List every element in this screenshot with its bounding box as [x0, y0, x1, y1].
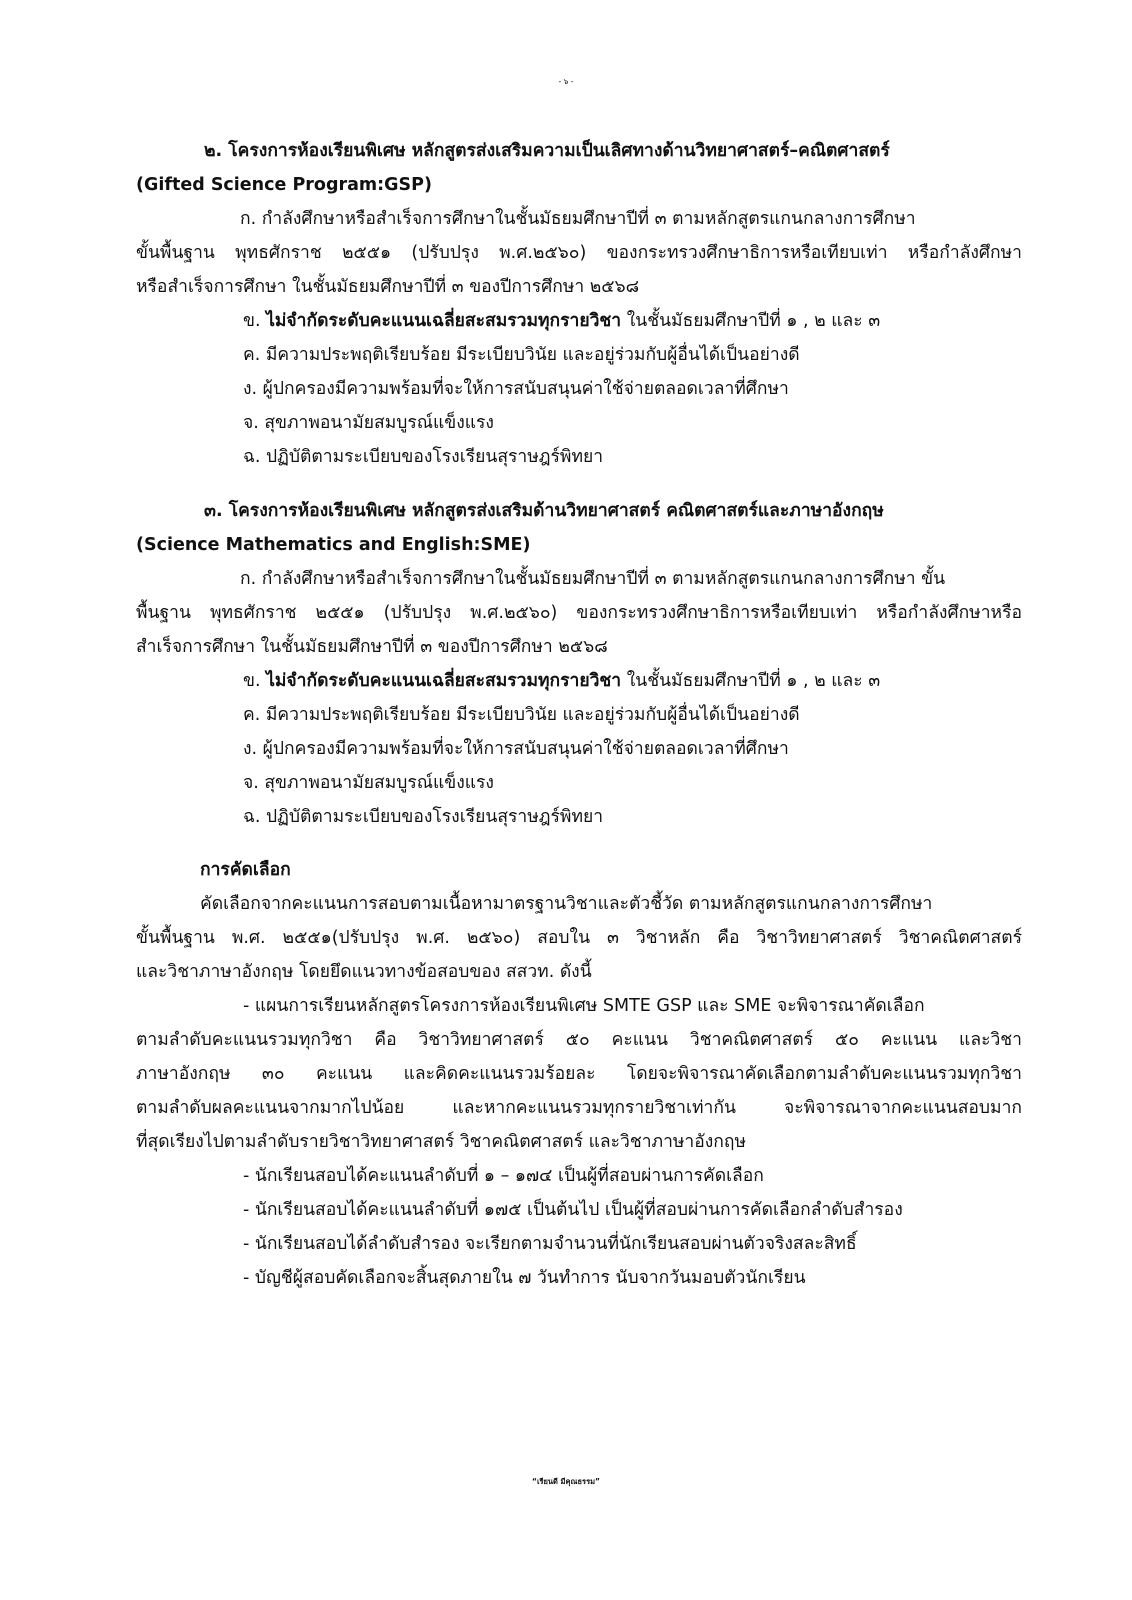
selection-plan-line3: ภาษาอังกฤษ ๓๐ คะแนน และคิดคะแนนรวมร้อยละ โดยจะพิจารณาคัดเลือกตามลำดับคะแนนรวมทุกวิชา	[136, 1064, 1022, 1084]
selection-bullet-2: - นักเรียนสอบได้คะแนนลำดับที่ ๑๗๕ เป็นต้นไป เป็นผู้ที่สอบผ่านการคัดเลือกลำดับสำรอง	[243, 1200, 903, 1220]
section3-item-e: จ. สุขภาพอนามัยสมบูรณ์แข็งแรง	[243, 773, 494, 793]
section3-heading: ๓. โครงการห้องเรียนพิเศษ หลักสูตรส่งเสริมด้านวิทยาศาสตร์ คณิตศาสตร์และภาษาอังกฤษ	[204, 501, 884, 521]
section3-item-b-prefix: ข.	[243, 671, 267, 691]
selection-plan-line5: ที่สุดเรียงไปตามลำดับรายวิชาวิทยาศาสตร์ วิชาคณิตศาสตร์ และวิชาภาษาอังกฤษ	[136, 1132, 747, 1152]
section2-item-f: ฉ. ปฏิบัติตามระเบียบของโรงเรียนสุราษฎร์พิทยา	[243, 447, 604, 467]
page-number: - ๖ -	[558, 77, 574, 86]
footer-motto: “เรียนดี มีคุณธรรม”	[532, 1477, 600, 1486]
section3-item-b-rest: ในชั้นมัธยมศึกษาปีที่ ๑ , ๒ และ ๓	[621, 671, 881, 691]
selection-heading: การคัดเลือก	[200, 860, 291, 880]
section3-item-a-line3: สำเร็จการศึกษา ในชั้นมัธยมศึกษาปีที่ ๓ ของปีการศึกษา ๒๕๖๘	[136, 637, 608, 657]
selection-intro-line1: คัดเลือกจากคะแนนการสอบตามเนื้อหามาตรฐานวิชาและตัวชี้วัด ตามหลักสูตรแกนกลางการศึกษา	[200, 894, 933, 914]
section3-item-c: ค. มีความประพฤติเรียบร้อย มีระเบียบวินัย และอยู่ร่วมกับผู้อื่นได้เป็นอย่างดี	[243, 705, 800, 725]
section3-item-d: ง. ผู้ปกครองมีความพร้อมที่จะให้การสนับสนุนค่าใช้จ่ายตลอดเวลาที่ศึกษา	[243, 739, 789, 759]
section2-subheading: (Gifted Science Program:GSP)	[136, 175, 432, 195]
section3-item-a-line1: ก. กำลังศึกษาหรือสำเร็จการศึกษาในชั้นมัธยมศึกษาปีที่ ๓ ตามหลักสูตรแกนกลางการศึกษา ขั้น	[240, 569, 946, 589]
section2-heading: ๒. โครงการห้องเรียนพิเศษ หลักสูตรส่งเสริมความเป็นเลิศทางด้านวิทยาศาสตร์–คณิตศาสตร์	[204, 141, 890, 161]
section2-item-b-bold: ไม่จำกัดระดับคะแนนเฉลี่ยสะสมรวมทุกรายวิชา	[266, 311, 622, 331]
selection-plan-line1: - แผนการเรียนหลักสูตรโครงการห้องเรียนพิเศษ SMTE GSP และ SME จะพิจารณาคัดเลือก	[243, 996, 925, 1016]
section2-item-a-line1: ก. กำลังศึกษาหรือสำเร็จการศึกษาในชั้นมัธยมศึกษาปีที่ ๓ ตามหลักสูตรแกนกลางการศึกษา	[240, 209, 916, 229]
section2-item-d: ง. ผู้ปกครองมีความพร้อมที่จะให้การสนับสนุนค่าใช้จ่ายตลอดเวลาที่ศึกษา	[243, 379, 789, 399]
section3-item-a-line2: พื้นฐาน พุทธศักราช ๒๕๕๑ (ปรับปรุง พ.ศ.๒๕๖๐) ของกระทรวงศึกษาธิการหรือเทียบเท่า หรือกำลังศึกษาหรือ	[136, 603, 1022, 623]
section3-item-f: ฉ. ปฏิบัติตามระเบียบของโรงเรียนสุราษฎร์พิทยา	[243, 807, 604, 827]
section2-item-b-prefix: ข.	[243, 311, 267, 331]
selection-plan-line2: ตามลำดับคะแนนรวมทุกวิชา คือ วิชาวิทยาศาสตร์ ๕๐ คะแนน วิชาคณิตศาสตร์ ๕๐ คะแนน และวิชา	[136, 1030, 1022, 1050]
selection-intro-line3: และวิชาภาษาอังกฤษ โดยยึดแนวทางข้อสอบของ สสวท. ดังนี้	[136, 962, 592, 982]
section3-item-b	[243, 673, 880, 691]
selection-bullet-3: - นักเรียนสอบได้ลำดับสำรอง จะเรียกตามจำนวนที่นักเรียนสอบผ่านตัวจริงสละสิทธิ์	[243, 1234, 857, 1254]
section3-subheading: (Science Mathematics and English:SME)	[136, 535, 531, 555]
section2-item-e: จ. สุขภาพอนามัยสมบูรณ์แข็งแรง	[243, 413, 494, 433]
section3-item-b-bold: ไม่จำกัดระดับคะแนนเฉลี่ยสะสมรวมทุกรายวิชา	[266, 671, 622, 691]
section2-item-a-line2: ขั้นพื้นฐาน พุทธศักราช ๒๕๕๑ (ปรับปรุง พ.ศ.๒๕๖๐) ของกระทรวงศึกษาธิการหรือเทียบเท่า หรือกำลังศึกษา	[136, 243, 1022, 263]
section2-item-c: ค. มีความประพฤติเรียบร้อย มีระเบียบวินัย และอยู่ร่วมกับผู้อื่นได้เป็นอย่างดี	[243, 345, 800, 365]
selection-bullet-4: - บัญชีผู้สอบคัดเลือกจะสิ้นสุดภายใน ๗ วันทำการ นับจากวันมอบตัวนักเรียน	[243, 1268, 806, 1288]
section2-item-b-rest: ในชั้นมัธยมศึกษาปีที่ ๑ , ๒ และ ๓	[621, 311, 881, 331]
section2-item-a-line3: หรือสำเร็จการศึกษา ในชั้นมัธยมศึกษาปีที่ ๓ ของปีการศึกษา ๒๕๖๘	[136, 277, 640, 297]
selection-intro-line2: ขั้นพื้นฐาน พ.ศ. ๒๕๕๑(ปรับปรุง พ.ศ. ๒๕๖๐) สอบใน ๓ วิชาหลัก คือ วิชาวิทยาศาสตร์ วิชาคณิตศาสตร์	[136, 928, 1022, 948]
section2-item-b	[243, 313, 880, 331]
selection-plan-line4: ตามลำดับผลคะแนนจากมากไปน้อย และหากคะแนนรวมทุกรายวิชาเท่ากัน จะพิจารณาจากคะแนนสอบมาก	[136, 1098, 1022, 1118]
selection-bullet-1: - นักเรียนสอบได้คะแนนลำดับที่ ๑ – ๑๗๔ เป็นผู้ที่สอบผ่านการคัดเลือก	[243, 1166, 764, 1186]
